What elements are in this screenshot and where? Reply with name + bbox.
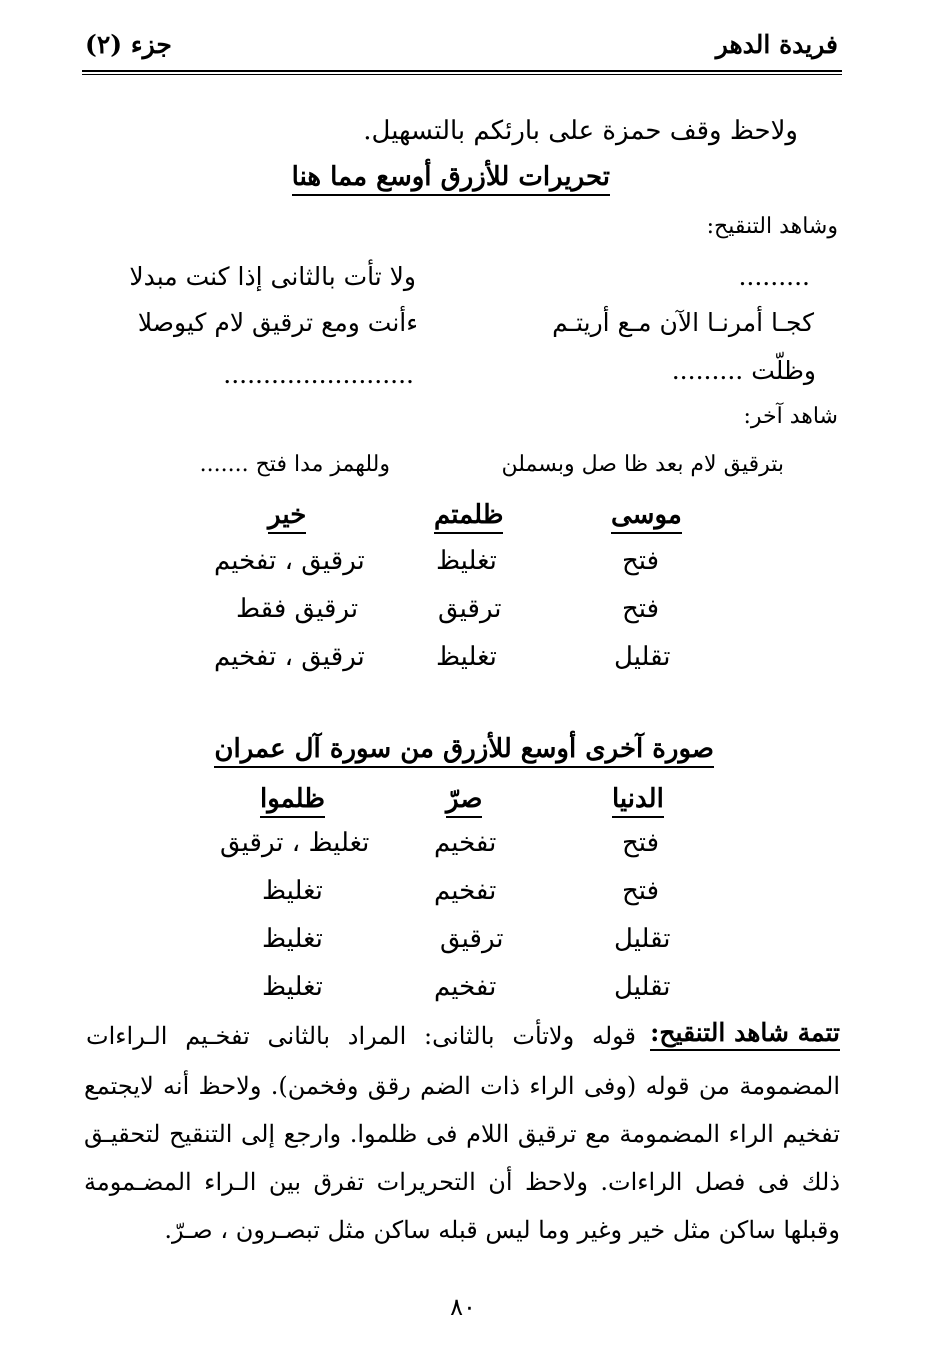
table2-cell: تقليل: [614, 972, 671, 1002]
part-number: جزء (٢): [85, 30, 172, 59]
table2-cell: تقليل: [614, 924, 671, 954]
section1-heading: تحريرات للأزرق أوسع مما هنا: [292, 162, 610, 196]
table2-cell: تغليظ: [262, 876, 323, 906]
intro-line: ولاحظ وقف حمزة على بارئكم بالتسهيل.: [363, 116, 798, 146]
table1-header-khayr: خير: [268, 500, 306, 534]
closing-body: [84, 1062, 840, 1254]
table1-cell: تقليل: [614, 642, 671, 672]
section2-heading: صورة آخرى أوسع للأزرق من سورة آل عمران: [214, 734, 714, 768]
table1-cell: تغليظ: [436, 546, 497, 576]
table2-cell: تغليظ: [262, 924, 323, 954]
table2-cell: تغليظ: [262, 972, 323, 1002]
table2-header-dunya: الدنيا: [612, 784, 664, 818]
closing-line: تفخيم الراء المضمومة مع ترقيق اللام فى ظلموا. وارجع إلى التنقيح لتحقيـق: [84, 1120, 841, 1148]
verse-line-3-right: وظلّت .........: [671, 356, 816, 385]
table2-cell: فتح: [622, 876, 660, 906]
table2-cell: تفخيم: [434, 972, 497, 1002]
table1-cell: فتح: [622, 594, 660, 624]
table1-header-musa: موسى: [611, 500, 682, 534]
table1-cell: فتح: [622, 546, 660, 576]
table1-cell: تغليظ: [436, 642, 497, 672]
verse-line-2-left: ءأنت ومع ترقيق لام كيوصلا: [137, 308, 418, 337]
other-witness-label: شاهد آخر:: [743, 404, 838, 429]
closing-line: المضمومة من قوله (وفى الراء ذات الضم رقق وفخمن). ولاحظ أنه لايجتمع: [84, 1072, 840, 1100]
book-title: فريدة الدهر: [715, 30, 838, 59]
verse-line-3-left: ........................: [223, 360, 414, 389]
table2-cell: تفخيم: [434, 828, 497, 858]
other-verse-right: بترقيق لام بعد ظا صل وبسملن: [501, 452, 784, 477]
table2-cell: ترقيق: [440, 924, 504, 954]
closing-line: وقبلها ساكن مثل خير وغير وما ليس قبله ساكن مثل تبصـرون ، صـرّ.: [164, 1216, 840, 1244]
closing-label: تتمة شاهد التنقيح:: [650, 1018, 840, 1051]
table2-cell: تفخيم: [434, 876, 497, 906]
table1-cell: ترقيق ، تفخيم: [214, 546, 365, 576]
page-number: ٨٠: [450, 1293, 476, 1321]
table2-cell: تغليظ ، ترقيق: [220, 828, 370, 858]
header-rule-thin: [82, 74, 842, 75]
table2-cell: فتح: [622, 828, 660, 858]
witness-label: وشاهد التنقيح:: [706, 214, 838, 239]
verse-line-1-right: .........: [738, 262, 810, 291]
table1-header-zalamtum: ظلمتم: [434, 500, 503, 534]
table1-cell: ترقيق: [438, 594, 502, 624]
other-verse-left: وللهمز مدا فتح .......: [199, 452, 390, 477]
table1-cell: ترقيق فقط: [236, 594, 359, 624]
closing-first-line: قوله ولاتأت بالثانى: المراد بالثانى تفخـيم الـراءات: [86, 1022, 636, 1050]
closing-line: ذلك فى فصل الراءات. ولاحظ أن التحريرات تفرق بين الـراء المضـمومة: [84, 1168, 840, 1196]
verse-line-2-right: كجـا أمرنـا الآن مـع أريتـم: [552, 308, 814, 337]
table2-header-zalamu: ظلموا: [260, 784, 325, 818]
header-rule: [82, 70, 842, 72]
table1-cell: ترقيق ، تفخيم: [214, 642, 365, 672]
table2-header-sirr: صرّ: [446, 784, 482, 818]
verse-line-1-left: ولا تأت بالثانى إذا كنت مبدلا: [129, 262, 416, 291]
